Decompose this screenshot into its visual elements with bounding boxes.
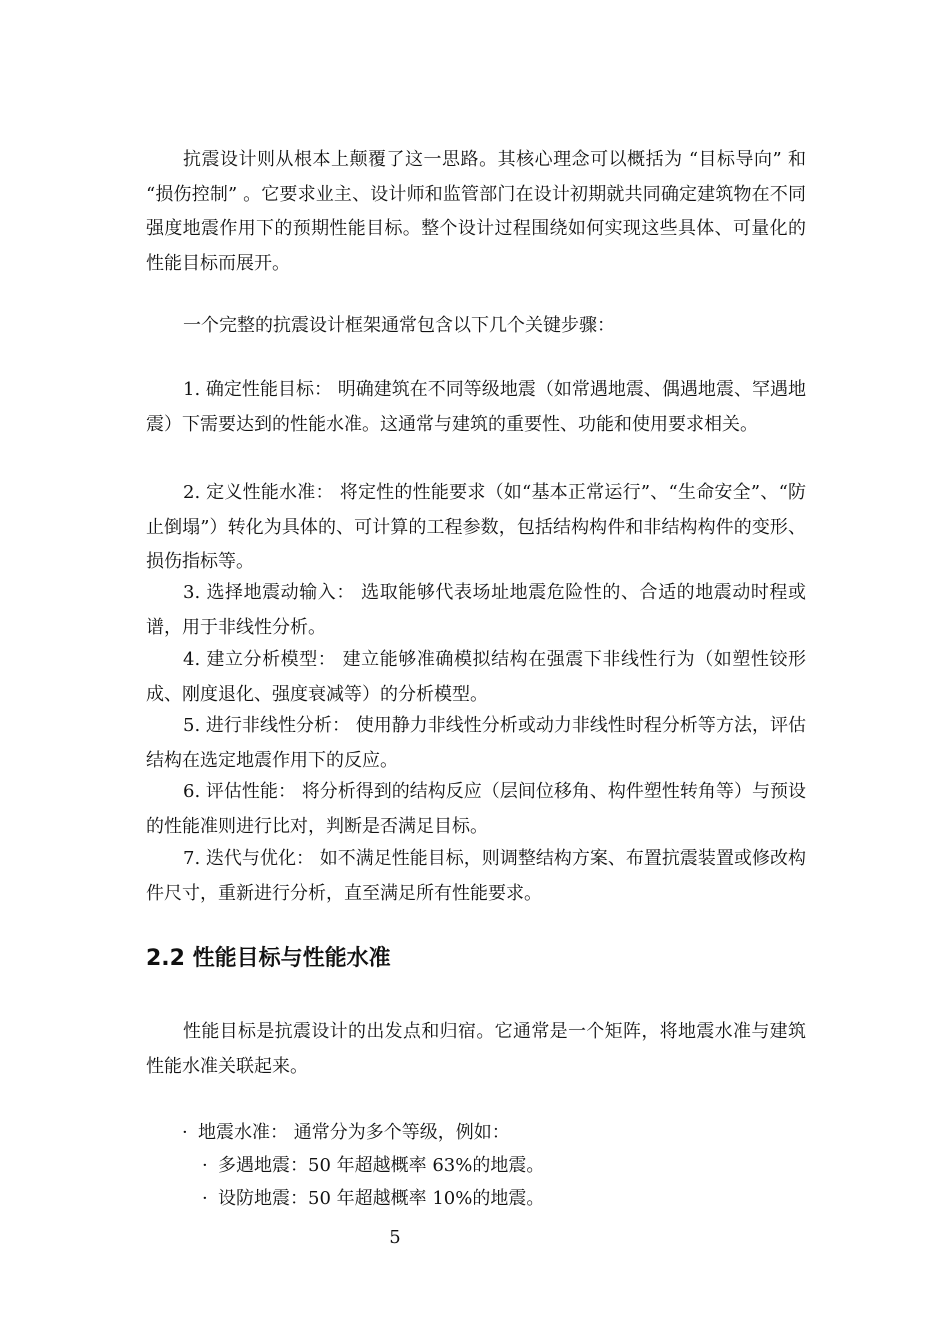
step-4: 4. 建立分析模型： 建立能够准确模拟结构在强震下非线性行为（如塑性铰形成、刚度退化、强度衰减等）的分析模型。	[146, 649, 806, 705]
step-7: 7. 迭代与优化： 如不满足性能目标，则调整结构方案、布置抗震装置或修改构件尺寸，重新进行分析，直至满足所有性能要求。	[146, 848, 806, 904]
bullet-item-seismic-levels	[182, 1118, 510, 1148]
framework-lead-paragraph: 一个完整的抗震设计框架通常包含以下几个关键步骤：	[183, 315, 615, 336]
section-heading: 2.2 性能目标与性能水准	[146, 946, 391, 971]
bullet-text: 地震水准： 通常分为多个等级，例如：	[198, 1122, 510, 1143]
section-intro-paragraph: 性能目标是抗震设计的出发点和归宿。它通常是一个矩阵，将地震水准与建筑性能水准关联起来。	[146, 1021, 806, 1077]
sub-bullet-text: 多遇地震：50 年超越概率 63%的地震。	[218, 1155, 545, 1176]
sub-bullet-item-frequent	[202, 1151, 544, 1181]
bullet-dot-icon: ·	[202, 1188, 208, 1209]
bullet-dot-icon: ·	[182, 1122, 188, 1143]
step-3: 3. 选择地震动输入： 选取能够代表场址地震危险性的、合适的地震动时程或谱，用于非线性分析。	[146, 582, 806, 638]
intro-paragraph: 抗震设计则从根本上颠覆了这一思路。其核心理念可以概括为 “目标导向” 和 “损伤控制” 。它要求业主、设计师和监管部门在设计初期就共同确定建筑物在不同强度地震作用下的预期性能目标。整个设计过程围绕如何实现这些具体、可量化的性能目标而展开。	[146, 149, 806, 274]
bullet-dot-icon: ·	[202, 1155, 208, 1176]
step-2: 2. 定义性能水准： 将定性的性能要求（如“基本正常运行”、“生命安全”、“防止倒塌”）转化为具体的、可计算的工程参数，包括结构构件和非结构构件的变形、损伤指标等。	[146, 482, 806, 572]
sub-bullet-text: 设防地震：50 年超越概率 10%的地震。	[218, 1188, 545, 1209]
step-1: 1. 确定性能目标： 明确建筑在不同等级地震（如常遇地震、偶遇地震、罕遇地震）下需要达到的性能水准。这通常与建筑的重要性、功能和使用要求相关。	[146, 379, 806, 435]
step-5: 5. 进行非线性分析： 使用静力非线性分析或动力非线性时程分析等方法，评估结构在选定地震作用下的反应。	[146, 715, 806, 771]
step-6: 6. 评估性能： 将分析得到的结构反应（层间位移角、构件塑性转角等）与预设的性能准则进行比对，判断是否满足目标。	[146, 781, 806, 837]
sub-bullet-item-design	[202, 1184, 544, 1214]
page-number: 5	[389, 1227, 401, 1248]
